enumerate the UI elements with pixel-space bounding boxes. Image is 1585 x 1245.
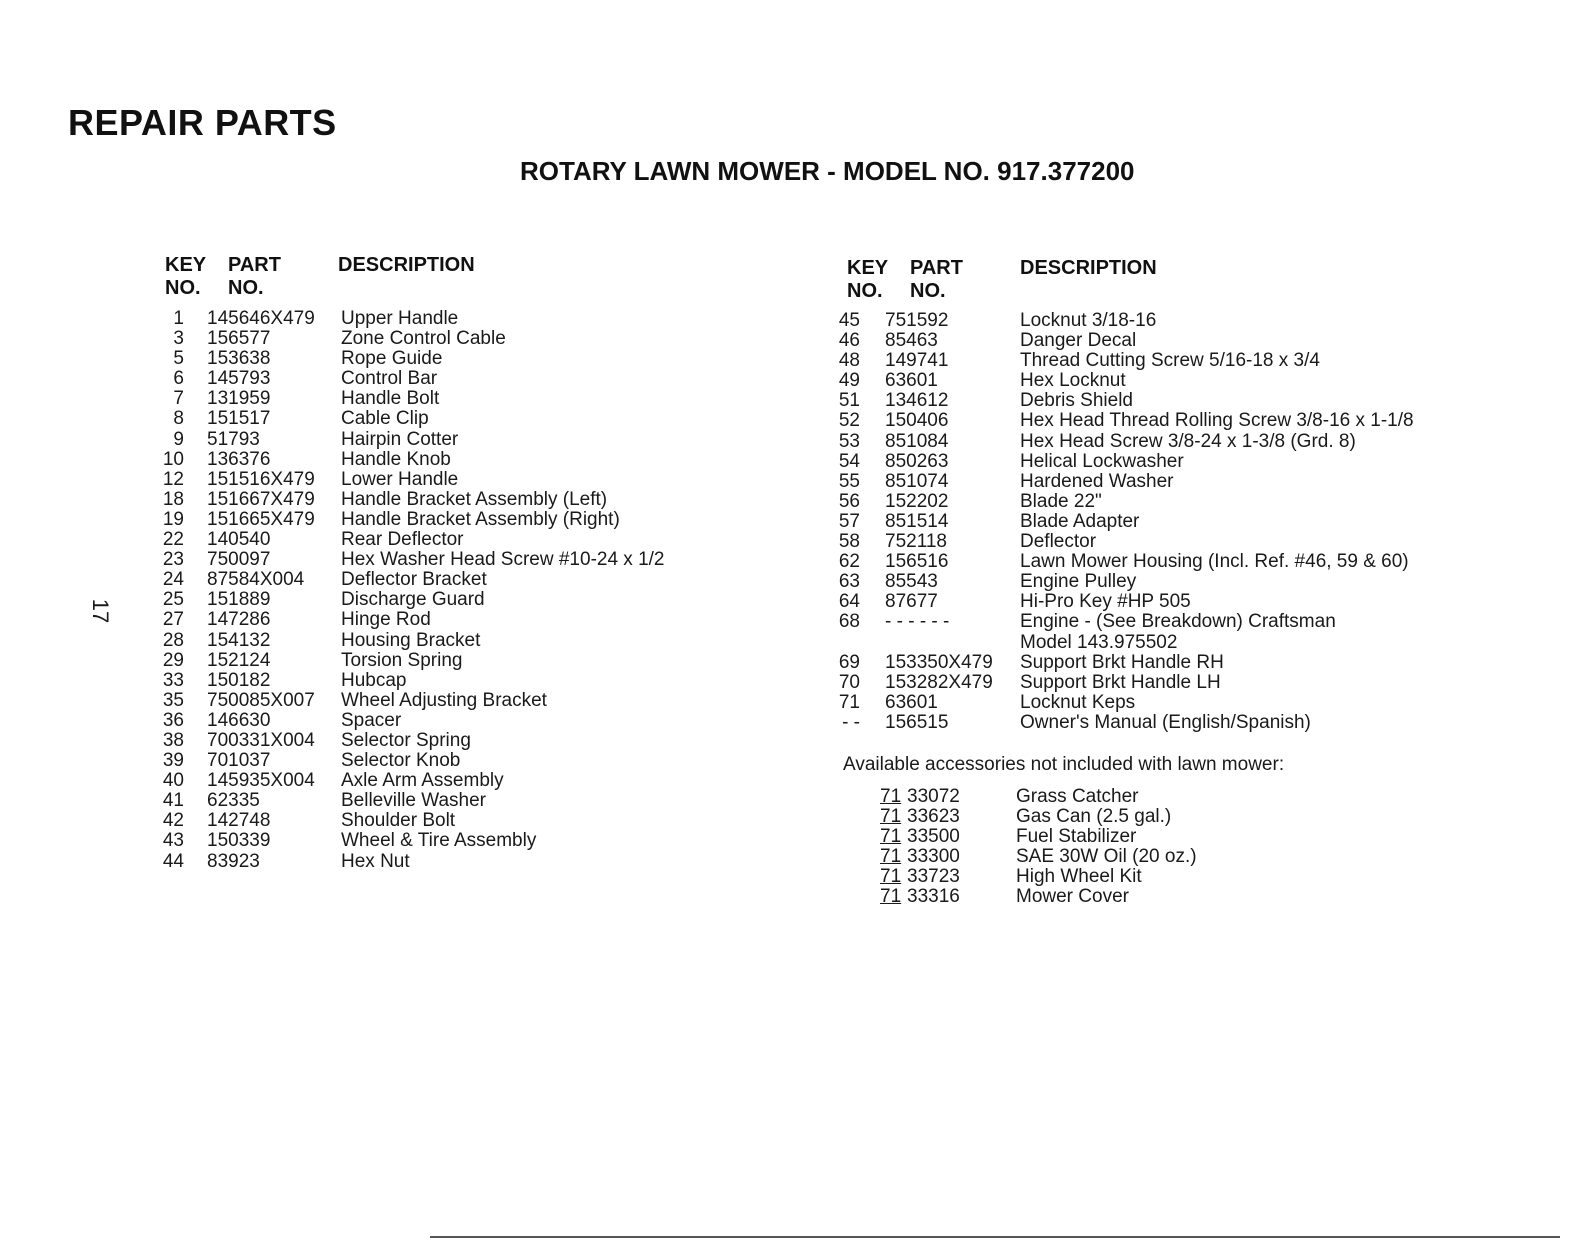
right-key-header <box>847 257 888 303</box>
description: Blade Adapter <box>1020 510 1140 532</box>
table-row <box>830 411 1530 431</box>
table-row <box>870 847 1270 867</box>
key-no: - - <box>842 711 860 733</box>
key-no: 35 <box>162 689 184 711</box>
description: Selector Knob <box>341 750 461 772</box>
table-row <box>830 371 1530 391</box>
key-no: 5 <box>173 348 184 370</box>
table-row <box>150 490 710 510</box>
table-row <box>870 827 1270 847</box>
table-row <box>870 867 1270 887</box>
part-no: 156515 <box>885 711 949 733</box>
table-row <box>150 852 710 872</box>
table-row <box>150 369 710 389</box>
description: Thread Cutting Screw 5/16-18 x 3/4 <box>1020 350 1320 372</box>
table-row <box>830 633 1530 653</box>
part-no: 145935X004 <box>207 770 315 792</box>
key-no: 3 <box>173 328 184 350</box>
part-no: 145646X479 <box>207 308 315 329</box>
part-no: 850263 <box>885 450 949 472</box>
part-no: 150182 <box>207 669 271 691</box>
table-row <box>150 470 710 490</box>
part-no: 149741 <box>885 350 949 372</box>
part-no: 83923 <box>207 850 260 872</box>
table-row <box>830 351 1530 371</box>
part-label-line1: PART <box>228 254 281 276</box>
part-no: 156577 <box>207 328 271 350</box>
part-no: 750097 <box>207 549 271 571</box>
part-no: 752118 <box>885 531 947 553</box>
key-no: 44 <box>162 850 184 872</box>
table-row <box>830 331 1530 351</box>
table-row <box>150 389 710 409</box>
table-row <box>830 673 1530 693</box>
table-row <box>830 452 1530 472</box>
part-no: 134612 <box>885 390 949 412</box>
key-label-line2: NO. <box>847 280 883 302</box>
description: Wheel Adjusting Bracket <box>341 689 547 711</box>
key-no: 12 <box>162 468 184 490</box>
table-row <box>150 731 710 751</box>
description: SAE 30W Oil (20 oz.) <box>1016 846 1197 868</box>
description: Hinge Rod <box>341 609 431 631</box>
description: Rear Deflector <box>341 529 464 551</box>
key-no: 49 <box>838 370 860 392</box>
description: Locknut 3/18-16 <box>1020 310 1157 331</box>
key-no: 52 <box>838 410 860 432</box>
table-row <box>830 693 1530 713</box>
part-no: 152124 <box>207 649 271 671</box>
table-row <box>830 612 1530 632</box>
part-no: 62335 <box>207 790 260 812</box>
key-no: 6 <box>173 368 184 390</box>
description: Blade 22" <box>1020 490 1102 512</box>
table-row <box>150 631 710 651</box>
key-no: 28 <box>162 629 184 651</box>
part-no: 63601 <box>885 691 938 713</box>
part-no: 63601 <box>885 370 938 392</box>
part-no: 851514 <box>885 510 949 532</box>
accessories-list <box>870 787 1270 908</box>
description: Hex Locknut <box>1020 370 1126 392</box>
accessory-prefix: 71 <box>880 786 902 807</box>
description: Axle Arm Assembly <box>341 770 504 792</box>
accessory-prefix: 71 <box>880 866 902 888</box>
table-row <box>150 791 710 811</box>
left-parts-list <box>150 309 710 872</box>
key-no: 9 <box>173 428 184 450</box>
description: Wheel & Tire Assembly <box>341 830 537 852</box>
description: Deflector Bracket <box>341 569 487 591</box>
description: Lower Handle <box>341 468 459 490</box>
part-no: 146630 <box>207 709 271 731</box>
part-no: 145793 <box>207 368 271 390</box>
description: Hex Washer Head Screw #10-24 x 1/2 <box>341 549 665 571</box>
key-no: 42 <box>162 810 184 832</box>
description: Deflector <box>1020 531 1097 553</box>
part-no: 156516 <box>885 551 949 573</box>
table-row <box>150 309 710 329</box>
part-no: 153282X479 <box>885 671 993 693</box>
table-row <box>150 651 710 671</box>
table-row <box>830 713 1530 733</box>
description: Gas Can (2.5 gal.) <box>1016 806 1172 828</box>
key-no: 55 <box>838 470 860 492</box>
right-parts-list <box>830 311 1530 733</box>
description: Cable Clip <box>341 408 429 430</box>
description: Upper Handle <box>341 308 459 329</box>
right-part-header <box>910 257 963 303</box>
description: Lawn Mower Housing (Incl. Ref. #46, 59 & 60) <box>1020 551 1409 573</box>
part-no: 85543 <box>885 571 938 593</box>
part-no: 751592 <box>885 310 949 331</box>
part-no: 701037 <box>207 750 271 772</box>
part-no: 85463 <box>885 330 938 352</box>
table-row <box>870 807 1270 827</box>
part-no: 131959 <box>207 388 271 410</box>
description: Debris Shield <box>1020 390 1133 412</box>
part-no: 750085X007 <box>207 689 315 711</box>
part-no: 851074 <box>885 470 949 492</box>
table-row <box>870 887 1270 907</box>
key-no: 51 <box>838 390 860 412</box>
description: Control Bar <box>341 368 438 390</box>
part-no: 152202 <box>885 490 949 512</box>
key-no: 39 <box>162 750 184 772</box>
table-row <box>150 349 710 369</box>
part-no: 142748 <box>207 810 271 832</box>
key-no: 10 <box>162 448 184 470</box>
accessory-prefix: 71 <box>880 826 902 848</box>
key-no: 46 <box>838 330 860 352</box>
table-row <box>150 831 710 851</box>
part-no: 33300 <box>907 846 960 868</box>
key-no: 27 <box>162 609 184 631</box>
accessory-prefix: 71 <box>880 886 902 908</box>
description: Housing Bracket <box>341 629 481 651</box>
key-label-line1: KEY <box>165 254 207 276</box>
description: Hex Head Screw 3/8-24 x 1-3/8 (Grd. 8) <box>1020 430 1356 452</box>
description: Support Brkt Handle RH <box>1020 651 1224 673</box>
description: Engine - (See Breakdown) Craftsman <box>1020 611 1336 633</box>
table-row <box>150 530 710 550</box>
part-label-line2: NO. <box>910 280 946 302</box>
key-no: 70 <box>838 671 860 693</box>
description: Spacer <box>341 709 402 731</box>
key-no: 41 <box>162 790 184 812</box>
part-no: 136376 <box>207 448 271 470</box>
key-no: 7 <box>173 388 184 410</box>
table-row <box>870 787 1270 807</box>
description: Zone Control Cable <box>341 328 506 350</box>
description: High Wheel Kit <box>1016 866 1142 888</box>
part-no: 147286 <box>207 609 271 631</box>
table-row <box>150 811 710 831</box>
part-no: 33072 <box>907 786 960 807</box>
table-row <box>150 409 710 429</box>
table-row <box>830 391 1530 411</box>
key-no: 53 <box>838 430 860 452</box>
key-no: 23 <box>162 549 184 571</box>
part-label-line1: PART <box>910 257 963 279</box>
table-row <box>830 592 1530 612</box>
part-no: 150339 <box>207 830 271 852</box>
description: Handle Knob <box>341 448 451 470</box>
table-row <box>830 512 1530 532</box>
description: Belleville Washer <box>341 790 487 812</box>
part-label-line2: NO. <box>228 277 264 299</box>
accessories-label: Available accessories not included with lawn mower: <box>843 754 1285 775</box>
part-no: 33316 <box>907 886 960 908</box>
left-part-header <box>228 254 281 300</box>
key-no: 19 <box>162 508 184 530</box>
description: Hairpin Cotter <box>341 428 459 450</box>
key-no: 45 <box>838 310 860 331</box>
key-no: 62 <box>838 551 860 573</box>
description: Shoulder Bolt <box>341 810 456 832</box>
accessory-prefix: 71 <box>880 846 902 868</box>
page-number: 17 <box>88 598 114 624</box>
key-no: 69 <box>838 651 860 673</box>
description: Hex Head Thread Rolling Screw 3/8-16 x 1-1/8 <box>1020 410 1414 432</box>
table-row <box>150 450 710 470</box>
description: Handle Bolt <box>341 388 440 410</box>
description: Danger Decal <box>1020 330 1137 352</box>
key-no: 8 <box>173 408 184 430</box>
right-description-header: DESCRIPTION <box>1020 257 1157 279</box>
table-row <box>830 653 1530 673</box>
description: Fuel Stabilizer <box>1016 826 1137 848</box>
key-no: 24 <box>162 569 184 591</box>
description: Owner's Manual (English/Spanish) <box>1020 711 1311 733</box>
part-no: 151667X479 <box>207 488 315 510</box>
table-row <box>150 691 710 711</box>
description: Locknut Keps <box>1020 691 1136 713</box>
table-row <box>830 472 1530 492</box>
key-no: 58 <box>838 531 860 553</box>
part-no: 151889 <box>207 589 271 611</box>
key-no: 33 <box>162 669 184 691</box>
table-row <box>150 610 710 630</box>
part-no: 851084 <box>885 430 949 452</box>
key-no: 54 <box>838 450 860 472</box>
description: Handle Bracket Assembly (Left) <box>341 488 608 510</box>
key-no: 29 <box>162 649 184 671</box>
description: Selector Spring <box>341 729 471 751</box>
description: Torsion Spring <box>341 649 463 671</box>
key-no: 71 <box>838 691 860 713</box>
part-no: 151665X479 <box>207 508 315 530</box>
part-no: 33723 <box>907 866 960 888</box>
bottom-rule <box>430 1236 1560 1238</box>
table-row <box>830 311 1530 331</box>
key-no: 48 <box>838 350 860 372</box>
description: Hex Nut <box>341 850 410 872</box>
part-no: 140540 <box>207 529 271 551</box>
description: Handle Bracket Assembly (Right) <box>341 508 620 530</box>
part-no: 153638 <box>207 348 271 370</box>
key-no: 43 <box>162 830 184 852</box>
part-no: 153350X479 <box>885 651 993 673</box>
part-no: - - - - - - <box>885 611 950 633</box>
table-row <box>830 492 1530 512</box>
description: Hardened Washer <box>1020 470 1174 492</box>
page-title: REPAIR PARTS <box>68 102 337 143</box>
part-no: 154132 <box>207 629 271 651</box>
part-no: 700331X004 <box>207 729 315 751</box>
description: Hi-Pro Key #HP 505 <box>1020 591 1191 613</box>
description: Mower Cover <box>1016 886 1129 908</box>
key-no: 18 <box>162 488 184 510</box>
table-row <box>830 532 1530 552</box>
table-row <box>150 751 710 771</box>
part-no: 87677 <box>885 591 938 613</box>
part-no: 33623 <box>907 806 960 828</box>
table-row <box>150 329 710 349</box>
accessory-prefix: 71 <box>880 806 902 828</box>
key-no: 36 <box>162 709 184 731</box>
table-row <box>150 570 710 590</box>
table-row <box>150 550 710 570</box>
table-row <box>150 671 710 691</box>
key-no: 25 <box>162 589 184 611</box>
description: Rope Guide <box>341 348 443 370</box>
table-row <box>830 572 1530 592</box>
description: Grass Catcher <box>1016 786 1139 807</box>
key-no: 38 <box>162 729 184 751</box>
left-key-header <box>165 254 206 300</box>
description: Helical Lockwasher <box>1020 450 1184 472</box>
description: Support Brkt Handle LH <box>1020 671 1221 693</box>
description: Discharge Guard <box>341 589 485 611</box>
table-row <box>150 590 710 610</box>
left-description-header: DESCRIPTION <box>338 254 475 276</box>
key-no: 1 <box>173 308 184 329</box>
description: Engine Pulley <box>1020 571 1137 593</box>
key-no: 64 <box>838 591 860 613</box>
table-row <box>150 510 710 530</box>
part-no: 151517 <box>207 408 271 430</box>
table-row <box>150 430 710 450</box>
description: Model 143.975502 <box>1020 631 1178 653</box>
part-no: 151516X479 <box>207 468 315 490</box>
key-label-line1: KEY <box>847 257 889 279</box>
part-no: 150406 <box>885 410 949 432</box>
table-row <box>150 711 710 731</box>
key-no: 40 <box>162 770 184 792</box>
key-label-line2: NO. <box>165 277 201 299</box>
key-no: 22 <box>162 529 184 551</box>
part-no: 87584X004 <box>207 569 305 591</box>
table-row <box>830 432 1530 452</box>
part-no: 33500 <box>907 826 960 848</box>
key-no: 56 <box>838 490 860 512</box>
part-no: 51793 <box>207 428 260 450</box>
key-no: 63 <box>838 571 860 593</box>
key-no: 57 <box>838 510 860 532</box>
table-row <box>150 771 710 791</box>
key-no: 68 <box>838 611 860 633</box>
table-row <box>830 552 1530 572</box>
description: Hubcap <box>341 669 407 691</box>
model-heading: ROTARY LAWN MOWER - MODEL NO. 917.377200 <box>520 156 1135 186</box>
